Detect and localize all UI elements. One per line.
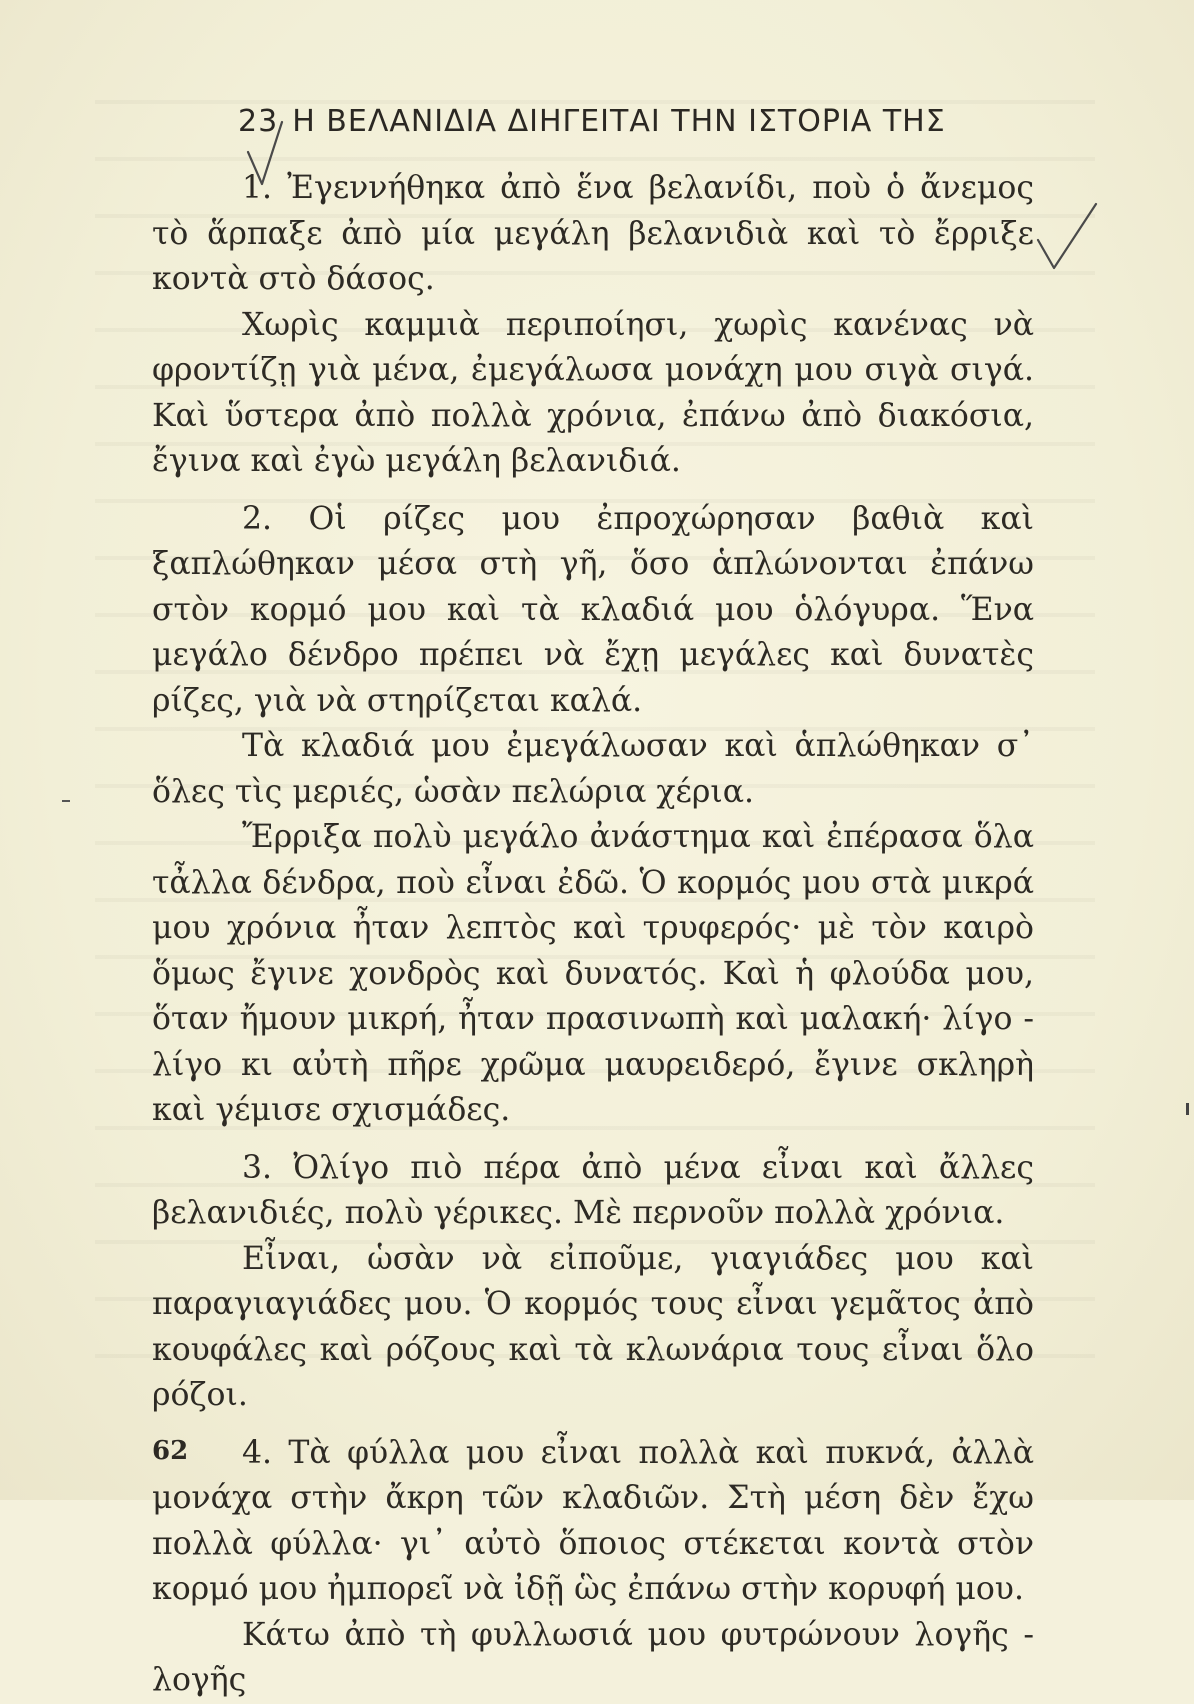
margin-mark [62, 800, 70, 802]
page-number: 62 [152, 1436, 189, 1466]
paragraph-2: 2. Οἱ ρίζες μου ἐπροχώρησαν βαθιὰ καὶ ξαπλώθηκαν μέσα στὴ γῆ, ὅσο ἁπλώνονται ἐπάνω στὸν κορμό μου καὶ τὰ κλαδιά μου ὁλόγυρα. Ἕνα μεγάλο δένδρο πρέπει νὰ ἔχῃ μεγάλες καὶ δυνατὲς ρίζες, γιὰ νὰ στηρίζεται καλά. [152, 500, 1034, 719]
paragraph-2b: Τὰ κλαδιά μου ἐμεγάλωσαν καὶ ἁπλώθηκαν σ᾿ ὅλες τὶς μεριές, ὡσὰν πελώρια χέρια. [152, 728, 1034, 810]
chapter-title: Η ΒΕΛΑΝΙΔΙΑ ΔΙΗΓΕΙΤΑΙ ΤΗΝ ΙΣΤΟΡΙΑ ΤΗΣ [292, 104, 946, 139]
chapter-heading [238, 104, 946, 139]
paragraph-1: 1. Ἐγεννήθηκα ἀπὸ ἕνα βελανίδι, ποὺ ὁ ἄνεμος τὸ ἅρπαξε ἀπὸ μία μεγάλη βελανιδιὰ καὶ τὸ ἔρριξε κοντὰ στὸ δάσος. [152, 170, 1034, 297]
chapter-number: 23 [238, 104, 279, 139]
paragraph-2c: Ἔρριξα πολὺ μεγάλο ἀνάστημα καὶ ἐπέρασα ὅλα τἆλλα δένδρα, ποὺ εἶναι ἐδῶ. Ὁ κορμός μου στὰ μικρά μου χρόνια ἦταν λεπτὸς καὶ τρυφερός· μὲ τὸν καιρὸ ὅμως ἔγινε χονδρὸς καὶ δυνατός. Καὶ ἡ φλούδα μου, ὅταν ἤμουν μικρή, ἦταν πρασινωπὴ καὶ μαλακή· λίγο - λίγο κι αὐτὴ πῆρε χρῶμα μαυρειδερό, ἔγινε σκληρὴ καὶ γέμισε σχισμάδες. [152, 819, 1034, 1128]
paragraph-4: 4. Τὰ φύλλα μου εἶναι πολλὰ καὶ πυκνά, ἀλλὰ μονάχα στὴν ἄκρη τῶν κλαδιῶν. Στὴ μέση δὲν ἔχω πολλὰ φύλλα· γι᾿ αὐτὸ ὅποιος στέκεται κοντὰ στὸν κορμό μου ἠμπορεῖ νὰ ἰδῇ ὣς ἐπάνω στὴν κορυφή μου. [152, 1434, 1034, 1607]
margin-checkmark-icon [1034, 200, 1104, 280]
paragraph-1b: Χωρὶς καμμιὰ περιποίησι, χωρὶς κανένας νὰ φροντίζῃ γιὰ μένα, ἐμεγάλωσα μονάχη μου σιγὰ σιγά. Καὶ ὕστερα ἀπὸ πολλὰ χρόνια, ἐπάνω ἀπὸ διακόσια, ἔγινα καὶ ἐγὼ μεγάλη βελανιδιά. [152, 306, 1034, 479]
edge-mark [1186, 1103, 1189, 1115]
page-body [152, 166, 1034, 1704]
paragraph-3b: Εἶναι, ὡσὰν νὰ εἰποῦμε, γιαγιάδες μου καὶ παραγιαγιάδες μου. Ὁ κορμός τους εἶναι γεμᾶτος ἀπὸ κουφάλες καὶ ρόζους καὶ τὰ κλωνάρια τους εἶναι ὅλο ρόζοι. [152, 1240, 1034, 1413]
paragraph-3: 3. Ὀλίγο πιὸ πέρα ἀπὸ μένα εἶναι καὶ ἄλλες βελανιδιές, πολὺ γέρικες. Μὲ περνοῦν πολλὰ χρόνια. [152, 1149, 1034, 1231]
paragraph-4b: Κάτω ἀπὸ τὴ φυλλωσιά μου φυτρώνουν λογῆς - λογῆς [152, 1616, 1034, 1698]
